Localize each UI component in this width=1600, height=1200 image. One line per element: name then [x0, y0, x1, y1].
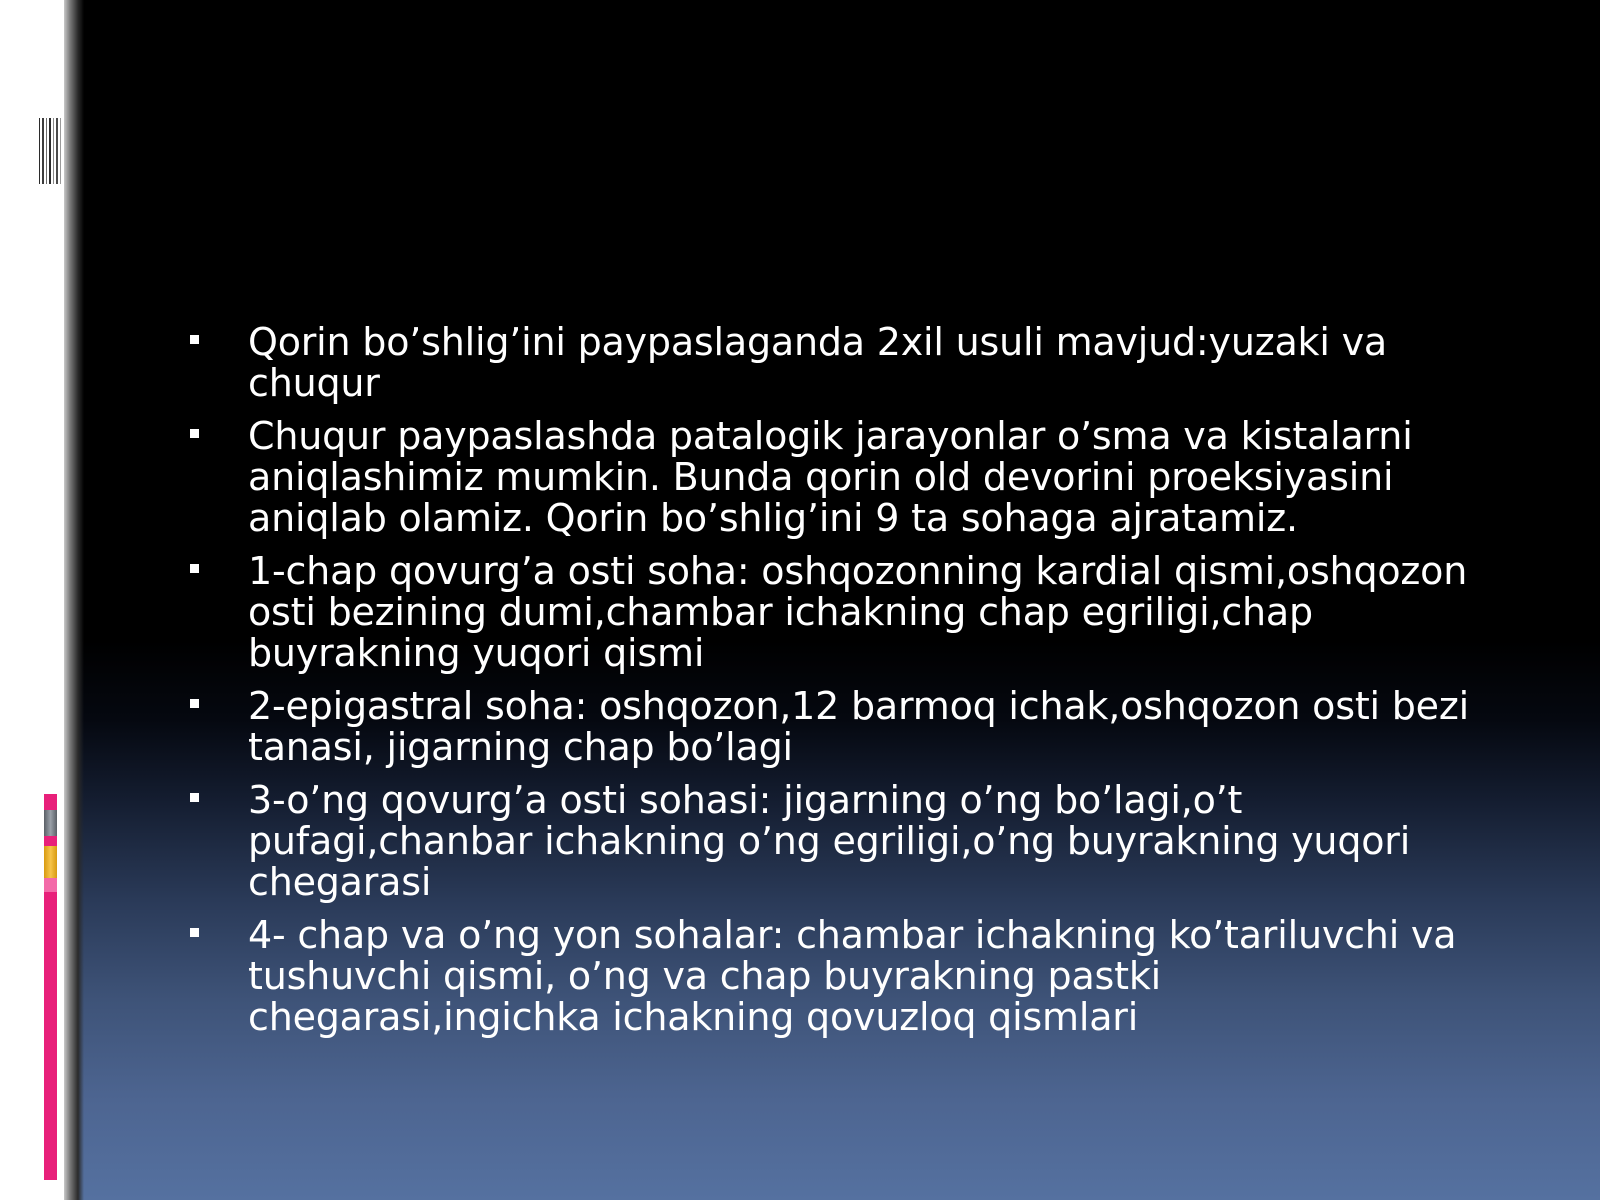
- square-bullet-icon: [190, 429, 199, 438]
- bullet-text: 4- chap va o’ng yon sohalar: chambar ichakning ko’tariluvchi va tushuvchi qismi, o’ng va chap buyrakning pastki chegarasi,ingichka ichakning qovuzloq qismlari: [248, 913, 1457, 1039]
- light-pink-accent-block: [44, 878, 57, 892]
- square-bullet-icon: [190, 564, 199, 573]
- bullet-item: [186, 322, 1516, 404]
- bullet-text: Qorin bo’shlig’ini paypaslaganda 2xil usuli mavjud:yuzaki va chuqur: [248, 320, 1387, 405]
- bullet-item: [186, 780, 1516, 903]
- square-bullet-icon: [190, 928, 199, 937]
- square-bullet-icon: [190, 335, 199, 344]
- bullet-list: [186, 322, 1516, 1038]
- bullet-item: [186, 551, 1516, 674]
- bullet-text: 1-chap qovurg’a osti soha: oshqozonning kardial qismi,oshqozon osti bezining dumi,chambar ichakning chap egriligi,chap buyrakning yuqori qismi: [248, 549, 1468, 675]
- square-bullet-icon: [190, 699, 199, 708]
- amber-accent-block: [44, 846, 57, 878]
- bullet-text: Chuqur paypaslashda patalogik jarayonlar o’sma va kistalarni aniqlashimiz mumkin. Bunda qorin old devorini proeksiyasini aniqlab olamiz. Qorin bo’shlig’ini 9 ta sohaga ajratamiz.: [248, 414, 1413, 540]
- slide-content: [186, 322, 1516, 1050]
- left-strip-shadow: [64, 0, 84, 1200]
- decorative-lines-icon: [38, 118, 64, 184]
- bullet-item: [186, 915, 1516, 1038]
- bullet-text: 2-epigastral soha: oshqozon,12 barmoq ichak,oshqozon osti bezi tanasi, jigarning chap bo’lagi: [248, 684, 1469, 769]
- bullet-item: [186, 416, 1516, 539]
- square-bullet-icon: [190, 793, 199, 802]
- bullet-text: 3-o’ng qovurg’a osti sohasi: jigarning o’ng bo’lagi,o’t pufagi,chanbar ichakning o’ng egriligi,o’ng buyrakning yuqori chegarasi: [248, 778, 1411, 904]
- bullet-item: [186, 686, 1516, 768]
- gray-accent-block: [44, 810, 57, 836]
